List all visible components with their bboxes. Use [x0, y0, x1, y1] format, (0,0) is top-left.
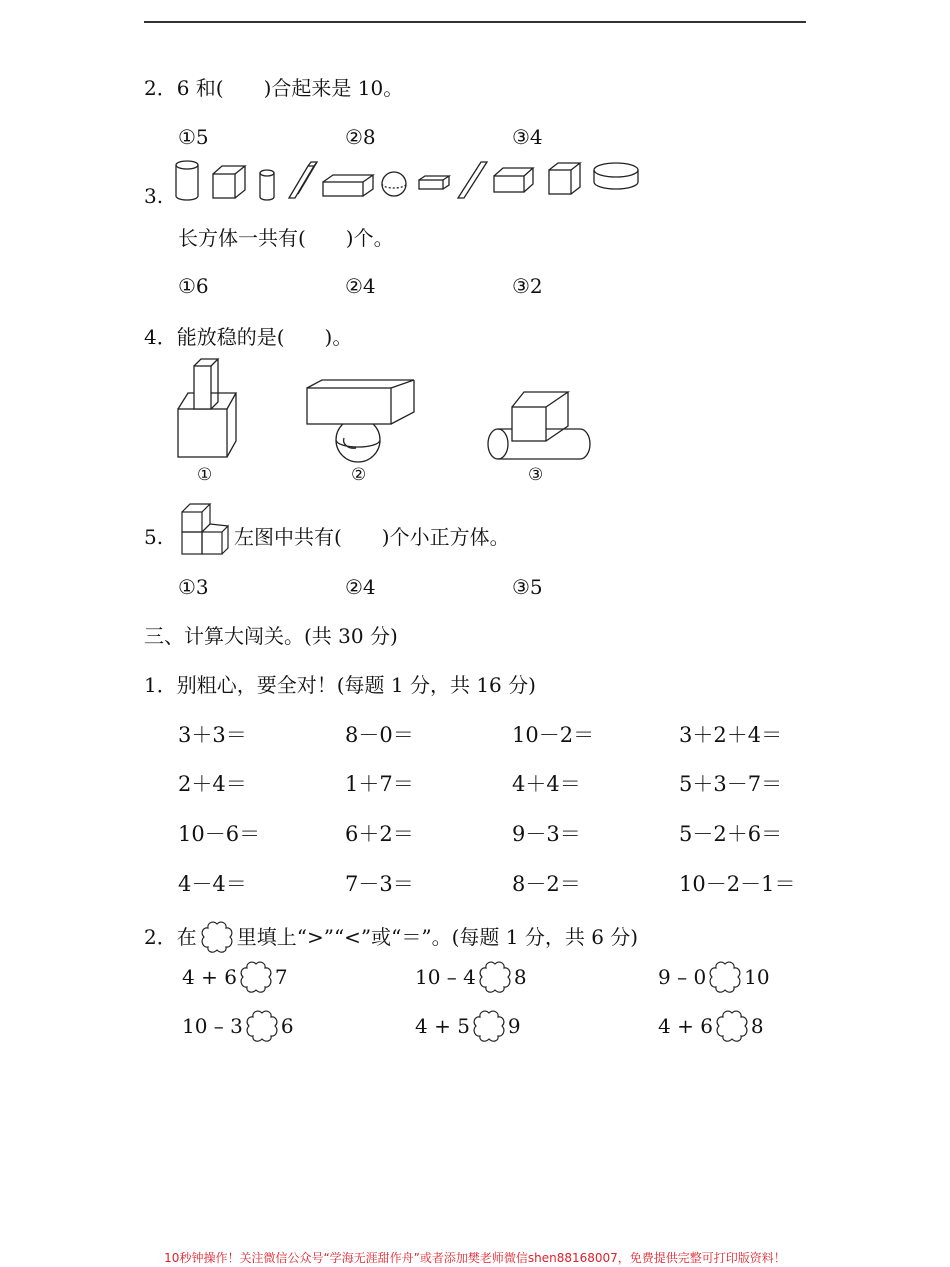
- flower-icon[interactable]: [471, 1009, 507, 1043]
- stick-icon: [289, 162, 317, 198]
- part-1-title: 1．别粗心，要全对！(每题 1 分，共 16 分): [144, 673, 536, 697]
- cylinder-icon: [176, 161, 198, 200]
- calc-expression: 2＋4＝: [178, 772, 247, 796]
- q5-option-3: ③5: [512, 575, 543, 599]
- calc-expression: 1＋7＝: [345, 772, 414, 796]
- cube-icon: [549, 163, 580, 194]
- q5-option-1: ①3: [178, 575, 209, 599]
- q4-figure-3: [484, 388, 594, 462]
- compare-right: 7: [274, 965, 288, 989]
- calc-expression: 6＋2＝: [345, 822, 414, 846]
- calc-expression: 4－4＝: [178, 872, 247, 896]
- q4-figure-2: [304, 376, 420, 460]
- flower-icon[interactable]: [244, 1009, 280, 1043]
- compare-left: 9 – 0: [658, 965, 707, 989]
- question-4-stem: 4．能放稳的是( )。: [144, 325, 353, 349]
- calc-expression: 8－2＝: [512, 872, 581, 896]
- sphere-icon: [382, 172, 406, 196]
- q2-option-1: ①5: [178, 125, 209, 149]
- q3-option-2: ②4: [345, 274, 376, 298]
- flower-icon[interactable]: [477, 960, 513, 994]
- question-3-number: 3.: [144, 184, 164, 208]
- flower-icon[interactable]: [238, 960, 274, 994]
- cuboid-icon: [494, 168, 533, 192]
- compare-item: [182, 960, 288, 994]
- part-2-title: [144, 920, 638, 954]
- calc-expression: 10－6＝: [178, 822, 261, 846]
- compare-item: [415, 1009, 521, 1043]
- stick-icon: [458, 162, 487, 198]
- flower-icon[interactable]: [714, 1009, 750, 1043]
- calc-expression: 8－0＝: [345, 723, 414, 747]
- section-3-title: 三、计算大闯关。(共 30 分): [144, 624, 398, 648]
- q2-option-3: ③4: [512, 125, 543, 149]
- question-3-stem: 长方体一共有( )个。: [178, 226, 394, 250]
- q5-option-2: ②4: [345, 575, 376, 599]
- cube-icon: [213, 166, 245, 198]
- part-2-title-prefix: 2．在: [144, 925, 197, 949]
- footer-promo-text: 10秒钟操作！关注微信公众号“学海无涯甜作舟”或者添加樊老师微信shen88168007，免费提供完整可打印版资料！: [164, 1251, 786, 1265]
- compare-left: 4 + 6: [658, 1014, 713, 1038]
- q4-label-2: ②: [351, 465, 367, 485]
- question-5-stem: 左图中共有( )个小正方体。: [234, 525, 510, 549]
- calc-expression: 9－3＝: [512, 822, 581, 846]
- calc-expression: 5＋3－7＝: [679, 772, 783, 796]
- q2-option-2: ②8: [345, 125, 376, 149]
- q3-shapes-row: [170, 158, 650, 204]
- question-5-number: 5.: [144, 525, 164, 549]
- compare-item: [658, 960, 770, 994]
- compare-right: 8: [750, 1014, 764, 1038]
- q3-option-1: ①6: [178, 274, 209, 298]
- compare-left: 4 + 5: [415, 1014, 470, 1038]
- compare-right: 6: [280, 1014, 294, 1038]
- compare-right: 8: [513, 965, 527, 989]
- calc-expression: 10－2＝: [512, 723, 595, 747]
- compare-right: 10: [744, 965, 770, 989]
- compare-left: 4 + 6: [182, 965, 237, 989]
- calc-expression: 10－2－1＝: [679, 872, 796, 896]
- q4-label-1: ①: [197, 465, 213, 485]
- compare-right: 9: [507, 1014, 521, 1038]
- cylinder-icon: [594, 163, 638, 189]
- cuboid-icon: [419, 176, 449, 189]
- calc-expression: 3＋3＝: [178, 723, 247, 747]
- compare-left: 10 – 4: [415, 965, 476, 989]
- cuboid-icon: [323, 175, 373, 196]
- calc-expression: 5－2＋6＝: [679, 822, 783, 846]
- part-2-title-suffix: 里填上“>”“<”或“＝”。(每题 1 分，共 6 分): [236, 925, 639, 949]
- compare-item: [415, 960, 527, 994]
- calc-expression: 3＋2＋4＝: [679, 723, 783, 747]
- flower-icon: [199, 920, 235, 954]
- compare-item: [182, 1009, 294, 1043]
- q3-option-3: ③2: [512, 274, 543, 298]
- question-2-stem: 2．6 和( )合起来是 10。: [144, 76, 404, 100]
- calc-expression: 7－3＝: [345, 872, 414, 896]
- q5-cubes-figure: [180, 502, 230, 556]
- q4-figure-1: [170, 356, 250, 460]
- q4-label-3: ③: [528, 465, 544, 485]
- flower-icon[interactable]: [707, 960, 743, 994]
- compare-left: 10 – 3: [182, 1014, 243, 1038]
- top-rule: [144, 21, 806, 23]
- calc-expression: 4＋4＝: [512, 772, 581, 796]
- compare-item: [658, 1009, 764, 1043]
- cylinder-icon: [260, 170, 274, 200]
